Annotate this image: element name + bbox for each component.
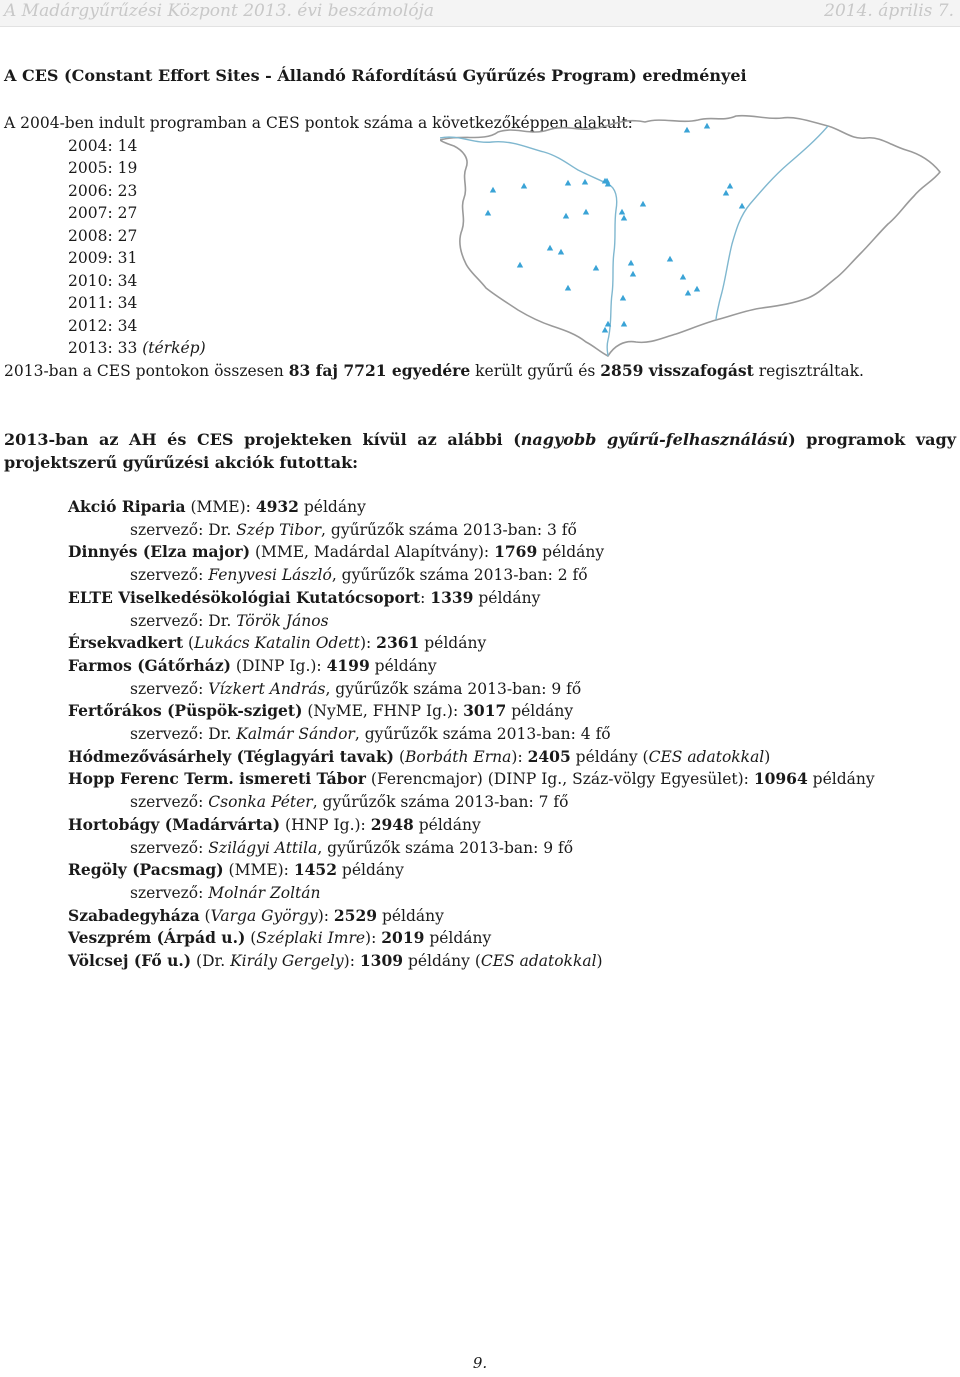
ces-site-triangle-icon — [582, 179, 588, 185]
program-strong-text: 4199 — [326, 655, 370, 675]
ces-site-triangle-icon — [685, 290, 691, 296]
ces-site-triangle-icon — [490, 187, 496, 193]
programs-intro-emphasis: nagyobb gyűrű-felhasználású — [520, 430, 789, 449]
program-strong-text: 10964 — [753, 769, 808, 789]
program-person-name: Szép Tibor — [236, 520, 322, 539]
year-item: 2005: 19 — [68, 159, 138, 177]
program-text: ): — [365, 929, 382, 948]
ces-site-triangle-icon — [680, 274, 686, 280]
program-organizer-line — [68, 837, 958, 860]
program-text: ): — [343, 952, 360, 971]
program-strong-text: Hortobágy (Madárvárta) — [68, 814, 281, 834]
ces-site-triangle-icon — [630, 271, 636, 277]
year-item: 2008: 27 — [68, 226, 138, 245]
program-entry — [68, 814, 958, 837]
program-person-name: CES adatokkal — [648, 747, 765, 766]
program-text: ( — [245, 929, 257, 948]
ces-site-map — [440, 112, 960, 362]
summary-text: 2013-ban a CES pontokon összesen — [4, 361, 289, 380]
program-strong-text: Fertőrákos (Püspök-sziget) — [68, 701, 303, 721]
program-person-name: Fenyvesi László — [208, 566, 332, 585]
program-entry — [68, 496, 958, 519]
program-text: példány ( — [403, 952, 481, 971]
program-person-name: Csonka Péter — [208, 793, 313, 812]
ces-site-triangle-icon — [619, 209, 625, 215]
program-text: példány — [473, 588, 541, 607]
ces-site-triangle-icon — [602, 327, 608, 333]
ces-site-triangle-icon — [628, 260, 634, 266]
program-person-name: Lukács Katalin Odett — [194, 634, 360, 653]
program-text: , gyűrűzők száma 2013-ban: 4 fő — [354, 725, 611, 744]
year-item: 2010: 34 — [68, 271, 138, 290]
ces-site-triangle-icon — [621, 215, 627, 221]
summary-line — [4, 360, 864, 383]
programs-intro — [4, 428, 956, 474]
year-item: 2004: 14 — [68, 136, 138, 155]
program-strong-text: 4932 — [255, 497, 299, 516]
program-text: , gyűrűzők száma 2013-ban: 7 fő — [312, 793, 569, 812]
summary-text: regisztráltak. — [753, 361, 864, 380]
program-text: szervező: — [130, 838, 209, 857]
program-strong-text: 1452 — [293, 860, 337, 880]
program-strong-text: Farmos (Gátőrház) — [68, 655, 231, 675]
ces-site-triangle-icon — [593, 265, 599, 271]
program-strong-text: ELTE Viselkedésökológiai Kutatócsoport — [68, 587, 421, 607]
program-strong-text: Érsekvadkert — [68, 633, 184, 653]
header-date: 2014. április 7. — [824, 1, 954, 21]
program-text: (MME, Madárdal Alapítvány): — [250, 543, 495, 562]
program-strong-text: Hopp Ferenc Term. ismereti Tábor — [68, 769, 366, 789]
program-text: (DINP Ig.): — [230, 656, 327, 675]
program-text: ): — [511, 747, 528, 766]
ces-site-triangle-icon — [704, 123, 710, 129]
year-item: 2011: 34 — [68, 294, 138, 312]
program-organizer-line — [68, 564, 958, 587]
program-text: példány — [807, 770, 875, 789]
ces-site-triangle-icon — [563, 213, 569, 219]
program-text: szervező: Dr. — [130, 611, 237, 630]
program-text: példány — [369, 656, 437, 675]
ces-site-triangle-icon — [521, 183, 527, 189]
program-organizer-line — [68, 882, 958, 905]
year-item: 2007: 27 — [68, 204, 138, 222]
program-text: : — [420, 588, 431, 607]
ces-site-triangle-icon — [694, 286, 700, 292]
year-item: 2012: 34 — [68, 316, 138, 335]
program-text: szervező: Dr. — [130, 520, 237, 539]
program-text: példány — [537, 543, 605, 562]
program-text: ) — [764, 747, 771, 766]
summary-recaptures: 2859 visszafogást — [600, 360, 754, 380]
program-entry — [68, 950, 958, 973]
program-strong-text: 2405 — [527, 746, 571, 766]
program-text: szervező: — [130, 883, 209, 902]
program-strong-text: Szabadegyháza — [68, 905, 200, 925]
program-strong-text: Hódmezővásárhely (Téglagyári tavak) — [68, 746, 395, 766]
program-person-name: Borbáth Erna — [405, 747, 512, 766]
year-value: 2013: 33 — [68, 339, 143, 357]
program-strong-text: 1769 — [494, 542, 538, 562]
program-person-name: Molnár Zoltán — [208, 883, 321, 902]
program-strong-text: Veszprém (Árpád u.) — [68, 928, 246, 948]
program-entry — [68, 927, 958, 950]
program-text: szervező: — [130, 793, 209, 812]
program-person-name: Király Gergely — [230, 952, 344, 971]
program-strong-text: Völcsej (Fő u.) — [68, 951, 192, 971]
program-strong-text: Akció Riparia — [68, 497, 186, 516]
ces-site-triangle-icon — [565, 180, 571, 186]
tisza-river — [716, 126, 828, 320]
ces-site-triangle-icon — [620, 295, 626, 301]
program-text: (Ferencmajor) (DINP Ig., Száz-völgy Egyesület): — [365, 770, 754, 789]
program-text: példány — [424, 929, 492, 948]
ces-site-triangle-icon — [723, 190, 729, 196]
program-text: ) — [596, 952, 603, 971]
program-entry — [68, 655, 958, 678]
program-person-name: Varga György — [210, 906, 318, 925]
program-strong-text: 1339 — [430, 587, 474, 607]
program-person-name: Vízkert András — [208, 679, 326, 698]
program-organizer-line — [68, 678, 958, 701]
program-text: , gyűrűzők száma 2013-ban: 9 fő — [317, 838, 574, 857]
program-text: példány — [377, 906, 444, 925]
program-text: ( — [183, 634, 195, 653]
ces-site-triangle-icon — [684, 127, 690, 133]
program-text: példány — [506, 702, 574, 721]
program-strong-text: 2019 — [381, 928, 425, 948]
page-number: 9. — [472, 1354, 488, 1372]
program-text: példány ( — [570, 747, 649, 766]
program-entry — [68, 632, 958, 655]
ces-site-triangle-icon — [558, 249, 564, 255]
program-person-name: Kalmár Sándor — [236, 725, 355, 744]
section-title: A CES (Constant Effort Sites - Állandó Ráfordítású Gyűrűzés Program) eredményei — [4, 66, 747, 85]
program-text: , gyűrűzők száma 2013-ban: 9 fő — [325, 679, 582, 698]
program-strong-text: 3017 — [463, 701, 507, 721]
program-entry — [68, 700, 958, 723]
program-organizer-line — [68, 723, 958, 746]
program-entry — [68, 905, 958, 928]
ces-site-triangle-icon — [621, 321, 627, 327]
program-text: szervező: Dr. — [130, 725, 237, 744]
program-text: példány — [336, 861, 404, 880]
program-text: , gyűrűzők száma 2013-ban: 2 fő — [331, 566, 588, 585]
program-organizer-line — [68, 519, 958, 542]
ces-site-triangle-icon — [727, 183, 733, 189]
program-entry — [68, 746, 958, 769]
program-strong-text: Dinnyés (Elza major) — [68, 542, 251, 562]
ces-site-triangle-icon — [565, 285, 571, 291]
summary-species-count: 83 faj 7721 egyedére — [288, 360, 471, 380]
program-text: (MME): — [223, 861, 294, 880]
program-strong-text: Regöly (Pacsmag) — [68, 860, 224, 880]
program-organizer-line — [68, 791, 958, 814]
program-text: ): — [317, 906, 334, 925]
header-report-title: A Madárgyűrűzési Központ 2013. évi beszámolója — [4, 1, 434, 21]
program-text: (MME): — [185, 498, 256, 516]
program-text: példány — [413, 815, 481, 834]
page-header — [0, 0, 960, 27]
programs-intro-text: ) programok vagy projektszerű gyűrűzési akciók futottak: — [4, 430, 956, 472]
intro-line: A 2004-ben indult programban a CES pontok száma a következőképpen alakult: — [4, 114, 633, 132]
ces-site-triangle-icon — [485, 210, 491, 216]
program-text: (NyME, FHNP Ig.): — [302, 702, 464, 721]
program-text: ( — [394, 747, 405, 766]
program-person-name: CES adatokkal — [480, 952, 597, 971]
ces-site-triangle-icon — [547, 245, 553, 251]
program-text: ): — [359, 634, 377, 653]
program-person-name: Szilágyi Attila — [208, 838, 318, 857]
program-entry — [68, 541, 958, 564]
program-strong-text: 2948 — [370, 814, 414, 834]
program-text: szervező: — [130, 679, 209, 698]
programs-intro-text: 2013-ban az AH és CES projekteken kívül az alábbi ( — [4, 430, 521, 449]
ces-site-triangle-icon — [517, 262, 523, 268]
summary-text: került gyűrű és — [470, 361, 601, 380]
program-entry — [68, 768, 958, 791]
country-border — [440, 116, 940, 356]
program-text: példány — [298, 498, 366, 516]
ces-site-triangle-icon — [640, 201, 646, 207]
ces-site-triangle-icon — [739, 203, 745, 209]
ces-site-triangle-icon — [583, 209, 589, 215]
map-reference: (térkép) — [142, 339, 206, 357]
program-strong-text: 2529 — [333, 905, 378, 925]
program-text: (HNP Ig.): — [280, 815, 371, 834]
program-entry — [68, 859, 958, 882]
program-entry — [68, 587, 958, 610]
year-item: 2006: 23 — [68, 181, 138, 200]
program-list — [68, 496, 958, 973]
year-item: 2009: 31 — [68, 249, 138, 267]
program-organizer-line — [68, 610, 958, 633]
program-text: példány — [419, 634, 487, 653]
program-strong-text: 1309 — [359, 951, 404, 971]
program-text: szervező: — [130, 566, 209, 585]
program-text: ( — [199, 906, 211, 925]
program-text: (Dr. — [191, 952, 231, 971]
program-person-name: Széplaki Imre — [256, 929, 366, 948]
danube-river — [440, 137, 617, 356]
program-strong-text: 2361 — [376, 633, 420, 653]
ces-site-triangle-icon — [667, 256, 673, 262]
program-person-name: Török János — [236, 611, 329, 630]
program-text: , gyűrűzők száma 2013-ban: 3 fő — [321, 520, 577, 539]
